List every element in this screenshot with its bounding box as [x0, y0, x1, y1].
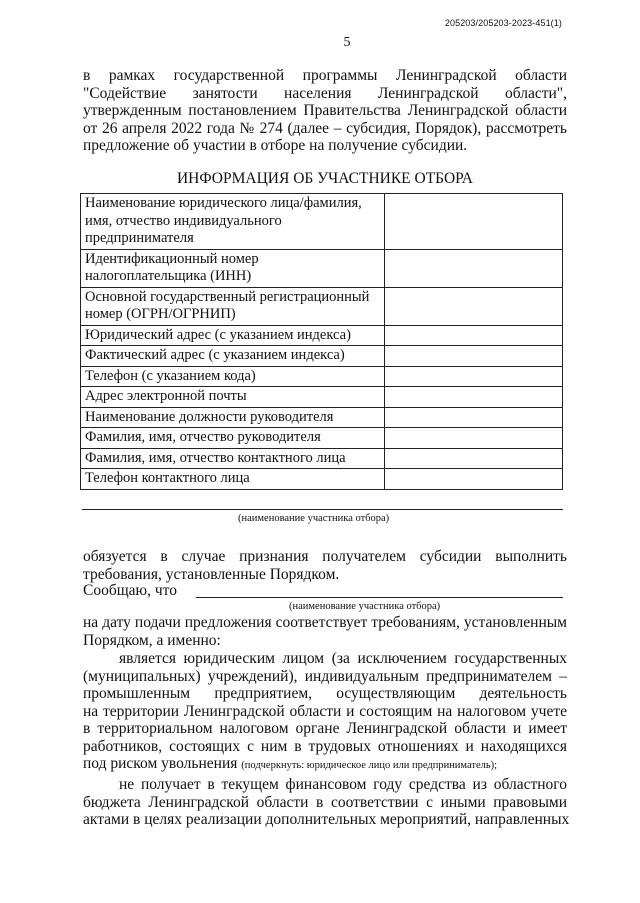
table-row [81, 366, 563, 387]
row-label: Юридический адрес (с указанием индекса) [81, 325, 385, 346]
text-line: на территории Ленинградской области и состоящим на налоговом учете [83, 702, 567, 720]
row-value-cell[interactable] [385, 448, 563, 469]
text-line: от 26 апреля 2022 года № 274 (далее – субсидия, Порядок), рассмотреть [83, 119, 567, 137]
text-line: актами в целях реализации дополнительных мероприятий, направленных [83, 811, 570, 828]
text-line: не получает в текущем финансовом году средства из областного [119, 776, 567, 793]
row-value-cell[interactable] [385, 469, 563, 490]
text-line: в рамках государственной программы Ленинградской области [83, 67, 567, 84]
row-label: Наименование юридического лица/фамилия, имя, отчество индивидуального предпринимателя [81, 194, 385, 250]
row-value-cell[interactable] [385, 194, 563, 250]
intro-paragraph [83, 67, 567, 155]
text-line: на дату подачи предложения соответствует требованиям, установленным [83, 614, 567, 631]
text-line: в территориальном налоговом органе Ленинградской области и имеет [83, 720, 567, 737]
row-label: Фамилия, имя, отчество контактного лица [81, 448, 385, 469]
requirement-2-paragraph [83, 776, 570, 829]
document-id: 205203/205203-2023-451(1) [444, 18, 562, 28]
row-value-cell[interactable] [385, 387, 563, 408]
text-line: требования, установленные Порядком. [83, 565, 340, 583]
table-row [81, 448, 563, 469]
page-number: 5 [343, 35, 351, 50]
row-value-cell[interactable] [385, 366, 563, 387]
row-value-cell[interactable] [385, 287, 563, 325]
row-label: Фамилия, имя, отчество руководителя [81, 428, 385, 449]
underline-note: (подчеркнуть: юридическое лицо или предприниматель); [241, 760, 498, 771]
row-label: Телефон (с указанием кода) [81, 366, 385, 387]
text-line: обязуется в случае признания получателем субсидии выполнить [83, 548, 567, 565]
row-value-cell[interactable] [385, 407, 563, 428]
participant-name-caption: (наименование участника отбора) [238, 513, 390, 524]
text-line: бюджета Ленинградской области в соответствии с иными правовыми [83, 793, 567, 811]
compliance-paragraph [83, 614, 567, 649]
row-value-cell[interactable] [385, 428, 563, 449]
row-label: Адрес электронной почты [81, 387, 385, 408]
participant-name-line[interactable] [82, 509, 563, 510]
table-row [81, 428, 563, 449]
table-row [81, 249, 563, 287]
participant-name-caption-2: (наименование участника отбора) [289, 601, 441, 612]
participant-info-table [80, 193, 563, 490]
text-line: утвержденным постановлением Правительства Ленинградской области [83, 102, 567, 119]
inform-label: Сообщаю, что [83, 582, 177, 599]
row-value-cell[interactable] [385, 325, 563, 346]
table-row [81, 287, 563, 325]
section-title: ИНФОРМАЦИЯ ОБ УЧАСТНИКЕ ОТБОРА [176, 170, 473, 187]
text-line: предложение об участии в отборе на получение субсидии. [83, 137, 468, 154]
table-row [81, 469, 563, 490]
text-line: работников, состоящих с ним в трудовых отношениях и находящихся [83, 737, 567, 755]
table-row [81, 407, 563, 428]
row-label: Наименование должности руководителя [81, 407, 385, 428]
participant-name-line-2[interactable] [196, 597, 563, 598]
obligation-paragraph [83, 548, 567, 583]
row-label: Фактический адрес (с указанием индекса) [81, 346, 385, 367]
table-row [81, 194, 563, 250]
row-value-cell[interactable] [385, 346, 563, 367]
row-label: Телефон контактного лица [81, 469, 385, 490]
text-fragment: под риском увольнения [83, 755, 238, 772]
text-line: (муниципальных) учреждений), индивидуальным предпринимателем – [83, 667, 567, 685]
text-line: является юридическим лицом (за исключением государственных [119, 650, 567, 667]
table-row [81, 325, 563, 346]
row-value-cell[interactable] [385, 249, 563, 287]
row-label: Идентификационный номер налогоплательщика (ИНН) [81, 249, 385, 287]
text-line: промышленным предприятием, осуществляющим деятельность [83, 685, 567, 702]
table-row [81, 346, 563, 367]
text-line [83, 755, 567, 775]
table-row [81, 387, 563, 408]
row-label: Основной государственный регистрационный номер (ОГРН/ОГРНИП) [81, 287, 385, 325]
requirement-1-paragraph [83, 650, 567, 775]
text-line: "Содействие занятости населения Ленинградской области", [83, 84, 567, 102]
text-line: Порядком, а именно: [83, 631, 221, 649]
